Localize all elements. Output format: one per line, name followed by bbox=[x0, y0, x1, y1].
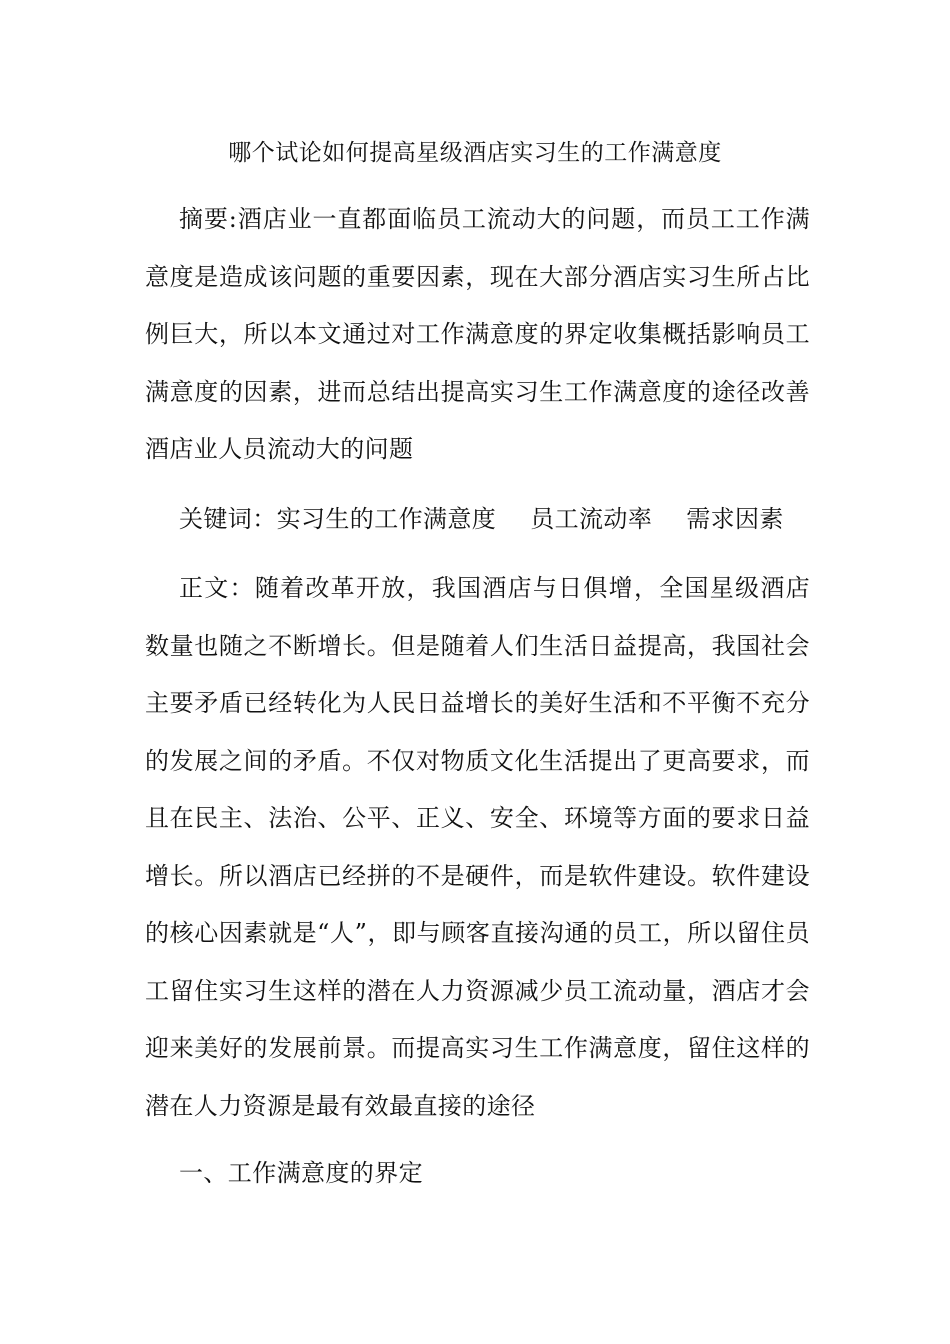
document-title: 哪个试论如何提高星级酒店实习生的工作满意度 bbox=[228, 140, 722, 166]
keyword-item: 需求因素 bbox=[686, 505, 784, 533]
keyword-item: 员工流动率 bbox=[530, 505, 653, 533]
section-heading: 一、工作满意度的界定 bbox=[179, 1159, 423, 1187]
body-paragraph: 正文：随着改革开放，我国酒店与日俱增，全国星级酒店数量也随之不断增长。但是随着人们生活日益提高，我国社会主要矛盾已经转化为人民日益增长的美好生活和不平衡不充分的发展之间的矛盾。不仅对物质文化生活提出了更高要求，而且在民主、法治、公平、正义、安全、环境等方面的要求日益增长。所以酒店已经拼的不是硬件，而是软件建设。软件建设的核心因素就是“人”，即与顾客直接沟通的员工，所以留住员工留住实习生这样的潜在人力资源减少员工流动量，酒店才会迎来美好的发展前景。而提高实习生工作满意度，留住这样的潜在人力资源是最有效最直接的途径 bbox=[145, 574, 810, 1120]
keywords-line bbox=[145, 491, 810, 549]
keyword-item: 实习生的工作满意度 bbox=[276, 505, 497, 533]
keywords-label: 关键词： bbox=[179, 505, 277, 533]
abstract-paragraph: 摘要:酒店业一直都面临员工流动大的问题，而员工工作满意度是造成该问题的重要因素，现在大部分酒店实习生所占比例巨大，所以本文通过对工作满意度的界定收集概括影响员工满意度的因素，进而总结出提高实习生工作满意度的途径改善酒店业人员流动大的问题 bbox=[145, 205, 810, 463]
